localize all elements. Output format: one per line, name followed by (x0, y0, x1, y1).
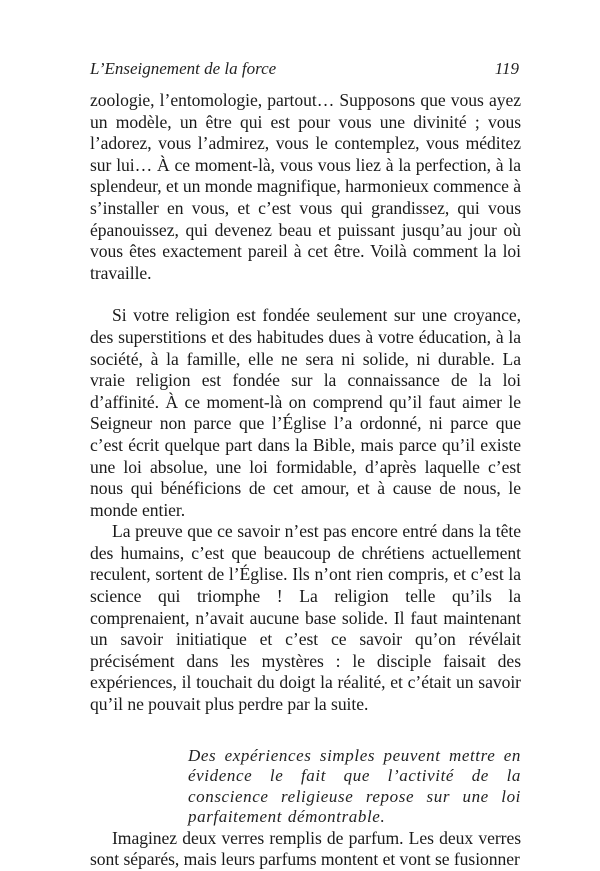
closing-paragraph: Imaginez deux verres remplis de parfum. Les deux verres sont séparés, mais leurs parfums montent et vont se fusionner (90, 827, 521, 870)
book-page (90, 58, 521, 871)
paragraph-1: zoologie, l’entomologie, partout… Supposons que vous ayez un modèle, un être qui est pour vous une divinité ; vous l’adorez, vous l’admirez, vous le contemplez, vous méditez sur lui… À ce moment-là, vous vous liez à la perfection, à la splendeur, et un monde magnifique, harmonieux commence à s’installer en vous, et c’est vous qui grandissez, qui vous épanouissez, qui devenez beau et puissant jusqu’au jour où vous êtes exactement pareil à cet être. Voilà comment la loi travaille. (90, 90, 521, 283)
pull-quote: Des expériences simples peuvent mettre en évidence le fait que l’activité de la conscience religieuse repose sur une loi parfaitement démontrable. (188, 745, 521, 827)
page-number: 119 (494, 59, 519, 78)
body-text (90, 90, 521, 871)
paragraph-3: La preuve que ce savoir n’est pas encore entré dans la tête des humains, c’est que beaucoup de chrétiens actuellement reculent, sortent de l’Église. Ils n’ont rien compris, et c’est la science qui triomphe ! La religion telle qu’ils la comprenaient, n’avait aucune base solide. Il faut maintenant un savoir initiatique et c’est ce savoir qu’on révélait précisément dans les mystères : le disciple faisait des expériences, il touchait du doigt la réalité, et c’était un savoir qu’il ne pouvait plus perdre par la suite. (90, 521, 521, 715)
paragraph-2: Si votre religion est fondée seulement sur une croyance, des superstitions et des habitudes dues à votre éducation, à la société, à la famille, elle ne sera ni solide, ni durable. La vraie religion est fondée sur la connaissance de la loi d’affinité. À ce moment-là on comprend qu’il faut aimer le Seigneur non parce que l’Église l’a ordonné, ni parce que c’est écrit quelque part dans la Bible, mais parce qu’il existe une loi absolue, une loi formidable, d’après laquelle c’est nous qui bénéficions de cet amour, et à cause de nous, le monde entier. (90, 305, 521, 520)
running-title: L’Enseignement de la force (90, 59, 277, 78)
running-header (90, 58, 521, 80)
